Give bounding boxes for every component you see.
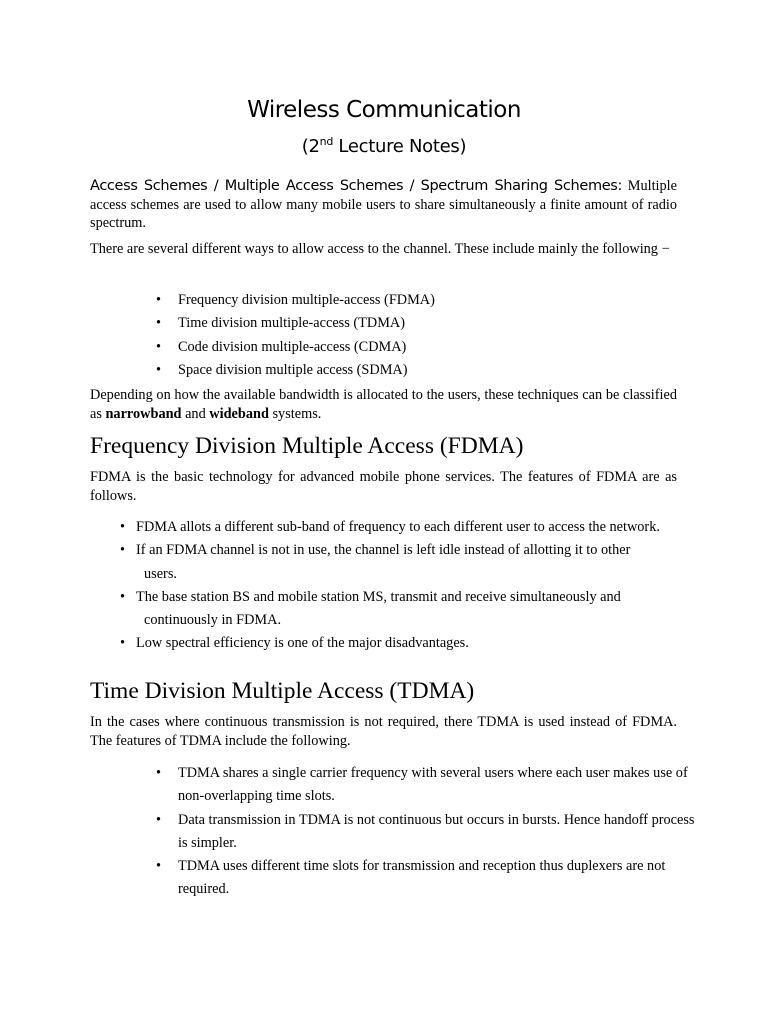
bullet-icon: • [156, 811, 162, 828]
subtitle-superscript: nd [319, 135, 334, 148]
bullet-icon: • [156, 338, 162, 355]
bullet-icon: • [156, 292, 162, 308]
bullet-icon: • [120, 542, 126, 559]
bandwidth-end: systems. [268, 405, 322, 422]
bullet-icon: • [120, 588, 126, 605]
list-item [156, 762, 698, 809]
list-item [120, 516, 716, 539]
bullet-icon: • [156, 858, 162, 875]
subtitle-rest: Lecture Notes) [333, 136, 467, 157]
fdma-feature-list [120, 516, 716, 656]
subtitle-open: (2 [301, 136, 320, 157]
tdma-paragraph: In the cases where continuous transmission is not required, there TDMA is used instead of FDMA. The features of TDMA include the following. [90, 714, 677, 749]
intro-paragraph [90, 177, 677, 233]
list-item-text: The base station BS and mobile station MS, transmit and receive simultaneously and [136, 588, 621, 605]
bullet-icon: • [120, 519, 126, 535]
tdma-feature-list [156, 762, 698, 902]
access-scheme-list [156, 289, 698, 382]
document-title: Wireless Communication [247, 97, 521, 123]
list-item [156, 809, 698, 856]
list-item [120, 539, 716, 586]
list-item-text: TDMA shares a single carrier frequency with several users where each user makes use of non-overlapping time slots. [178, 765, 688, 805]
list-item-text: Low spectral efficiency is one of the major disadvantages. [136, 635, 469, 652]
list-item-text: TDMA uses different time slots for transmission and reception thus duplexers are not required. [178, 858, 666, 898]
bandwidth-text: Depending on how the available bandwidth is allocated to the users, these techniques can be classified as [90, 387, 677, 422]
list-item-continuation: users. [144, 565, 177, 582]
list-item [156, 359, 698, 382]
list-item [120, 632, 716, 655]
list-item-text: Frequency division multiple-access (FDMA) [178, 292, 435, 308]
intro-paragraph-2: There are several different ways to allow access to the channel. These include mainly the following − [90, 241, 670, 257]
bullet-icon: • [156, 315, 162, 332]
list-item-text: Space division multiple access (SDMA) [178, 361, 408, 378]
list-item [156, 312, 698, 335]
list-item [156, 855, 698, 902]
list-item [156, 336, 698, 359]
list-item [156, 289, 698, 312]
list-item [120, 586, 716, 633]
tdma-heading: Time Division Multiple Access (TDMA) [90, 678, 475, 704]
list-item-text: Code division multiple-access (CDMA) [178, 338, 407, 355]
document-subtitle [0, 128, 768, 161]
bullet-icon: • [156, 361, 162, 378]
bandwidth-paragraph [90, 386, 677, 423]
list-item-text: Data transmission in TDMA is not continuous but occurs in bursts. Hence handoff process is simpler. [178, 811, 695, 851]
bullet-icon: • [156, 765, 162, 781]
list-item-continuation: continuously in FDMA. [144, 612, 282, 629]
narrowband-term: narrowband [105, 405, 182, 422]
intro-lead-heading: Access Schemes / Multiple Access Schemes / Spectrum Sharing Schemes: [90, 178, 623, 194]
list-item-text: If an FDMA channel is not in use, the channel is left idle instead of allotting it to other [136, 542, 631, 559]
wideband-term: wideband [209, 405, 269, 422]
bullet-icon: • [120, 635, 126, 652]
bandwidth-and: and [181, 405, 210, 422]
list-item-text: FDMA allots a different sub-band of frequency to each different user to access the network. [136, 519, 660, 535]
intro-text: Multiple access schemes are used to allow many mobile users to share simultaneously a finite amount of radio spectrum. [90, 178, 677, 231]
fdma-heading: Frequency Division Multiple Access (FDMA) [90, 433, 524, 459]
list-item-text: Time division multiple-access (TDMA) [178, 315, 406, 332]
fdma-paragraph: FDMA is the basic technology for advanced mobile phone services. The features of FDMA are as follows. [90, 469, 677, 504]
